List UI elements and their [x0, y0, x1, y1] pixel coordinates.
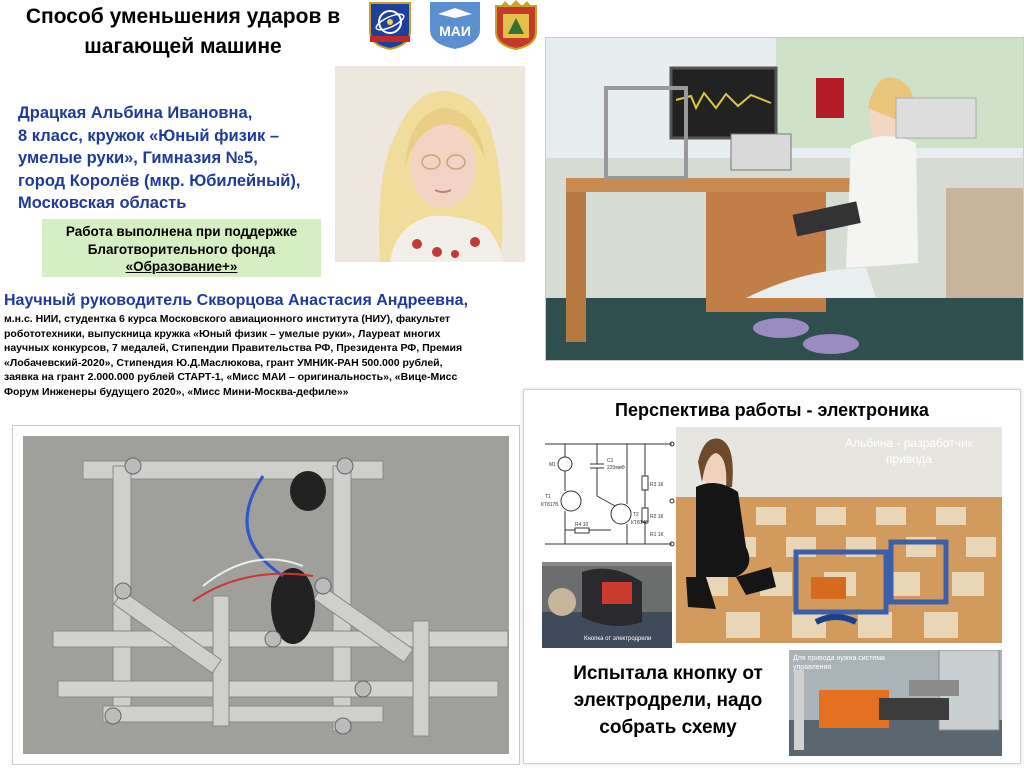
supervisor-line: научных конкурсов, 7 медалей, Стипендии Правительства РФ, Президента РФ, Премия [4, 342, 463, 355]
supervisor-line: заявка на грант 2.000.000 рублей СТАРТ-1, «Мисс МАИ – оригинальность», «Вице-Мисс [4, 371, 458, 384]
circuit-label: T2 [633, 512, 639, 518]
circuit-label: T1 [545, 494, 551, 500]
korolev-emblem-logo [367, 0, 413, 50]
author-line: Драцкая Альбина Ивановна, [18, 104, 253, 122]
support-line: Благотворительного фонда [87, 241, 276, 257]
panel-note-line: электродрели, надо [573, 690, 763, 711]
supervisor-line: робототехники, выпускница кружка «Юный физик – умелые руки», Лауреат многих [4, 327, 441, 340]
mechanism-photo [789, 650, 1002, 756]
walking-machine-photo [23, 436, 509, 754]
supervisor-line: «Лобачевский-2020», Стипендия Ю.Д.Маслюкова, грант УМНИК-РАН 500.000 рублей, [4, 356, 443, 369]
drill-caption: Кнопка от электродрели [584, 636, 652, 642]
circuit-label: R3 1К [650, 482, 664, 488]
supervisor-heading: Научный руководитель Скворцова Анастасия Андреевна, [4, 292, 469, 309]
perspective-panel [523, 389, 1021, 764]
author-line: умелые руки», Гимназия №5, [18, 149, 258, 167]
developer-photo [676, 427, 1002, 643]
support-box [42, 219, 321, 277]
moscow-region-emblem-logo [493, 0, 539, 50]
author-line: город Королёв (мкр. Юбилейный), [18, 171, 301, 190]
panel-note-line: собрать схему [599, 717, 737, 738]
panel-note-line: Испытала кнопку от [573, 663, 763, 684]
drill-button-photo [542, 562, 672, 648]
mechanism-caption: Для привода нужна система управления [793, 655, 885, 671]
mai-logo-text: МАИ [439, 23, 471, 39]
lab-workplace-photo [545, 37, 1024, 361]
supervisor-line: м.н.с. НИИ, студентка 6 курса Московского авиационного института (НИУ), факультет [4, 313, 451, 325]
circuit-label: КТ817Б [541, 502, 559, 508]
circuit-label: 220мкФ [607, 465, 625, 471]
page-title: Способ уменьшения ударов в шагающей машине [25, 5, 341, 58]
author-line: Московская область [18, 194, 187, 212]
circuit-diagram [537, 436, 677, 551]
supervisor-line: Форум Инженеры будущего 2020», «Мисс Мини-Москва-дефиле»» [4, 385, 349, 398]
panel-note [544, 660, 792, 741]
developer-caption: Альбина - разработчик привода [845, 436, 973, 466]
circuit-label: R1 1К [650, 532, 664, 538]
author-line: 8 класс, кружок «Юный физик – [18, 126, 280, 145]
author-portrait-photo [335, 66, 525, 262]
circuit-label: M1 [549, 462, 556, 468]
support-line: Работа выполнена при поддержке [65, 224, 298, 239]
circuit-label: C1 [607, 458, 614, 464]
author-info [18, 102, 348, 215]
mai-logo [428, 0, 482, 50]
circuit-label: КТ814Б [631, 520, 649, 526]
panel-title: Перспектива работы - электроника [615, 400, 929, 420]
circuit-label: R4 10 [575, 522, 589, 528]
walking-machine-device-frame [12, 425, 520, 765]
circuit-label: R2 1К [650, 514, 664, 520]
fund-name: «Образование+» [125, 259, 238, 274]
supervisor-bio [4, 312, 534, 400]
